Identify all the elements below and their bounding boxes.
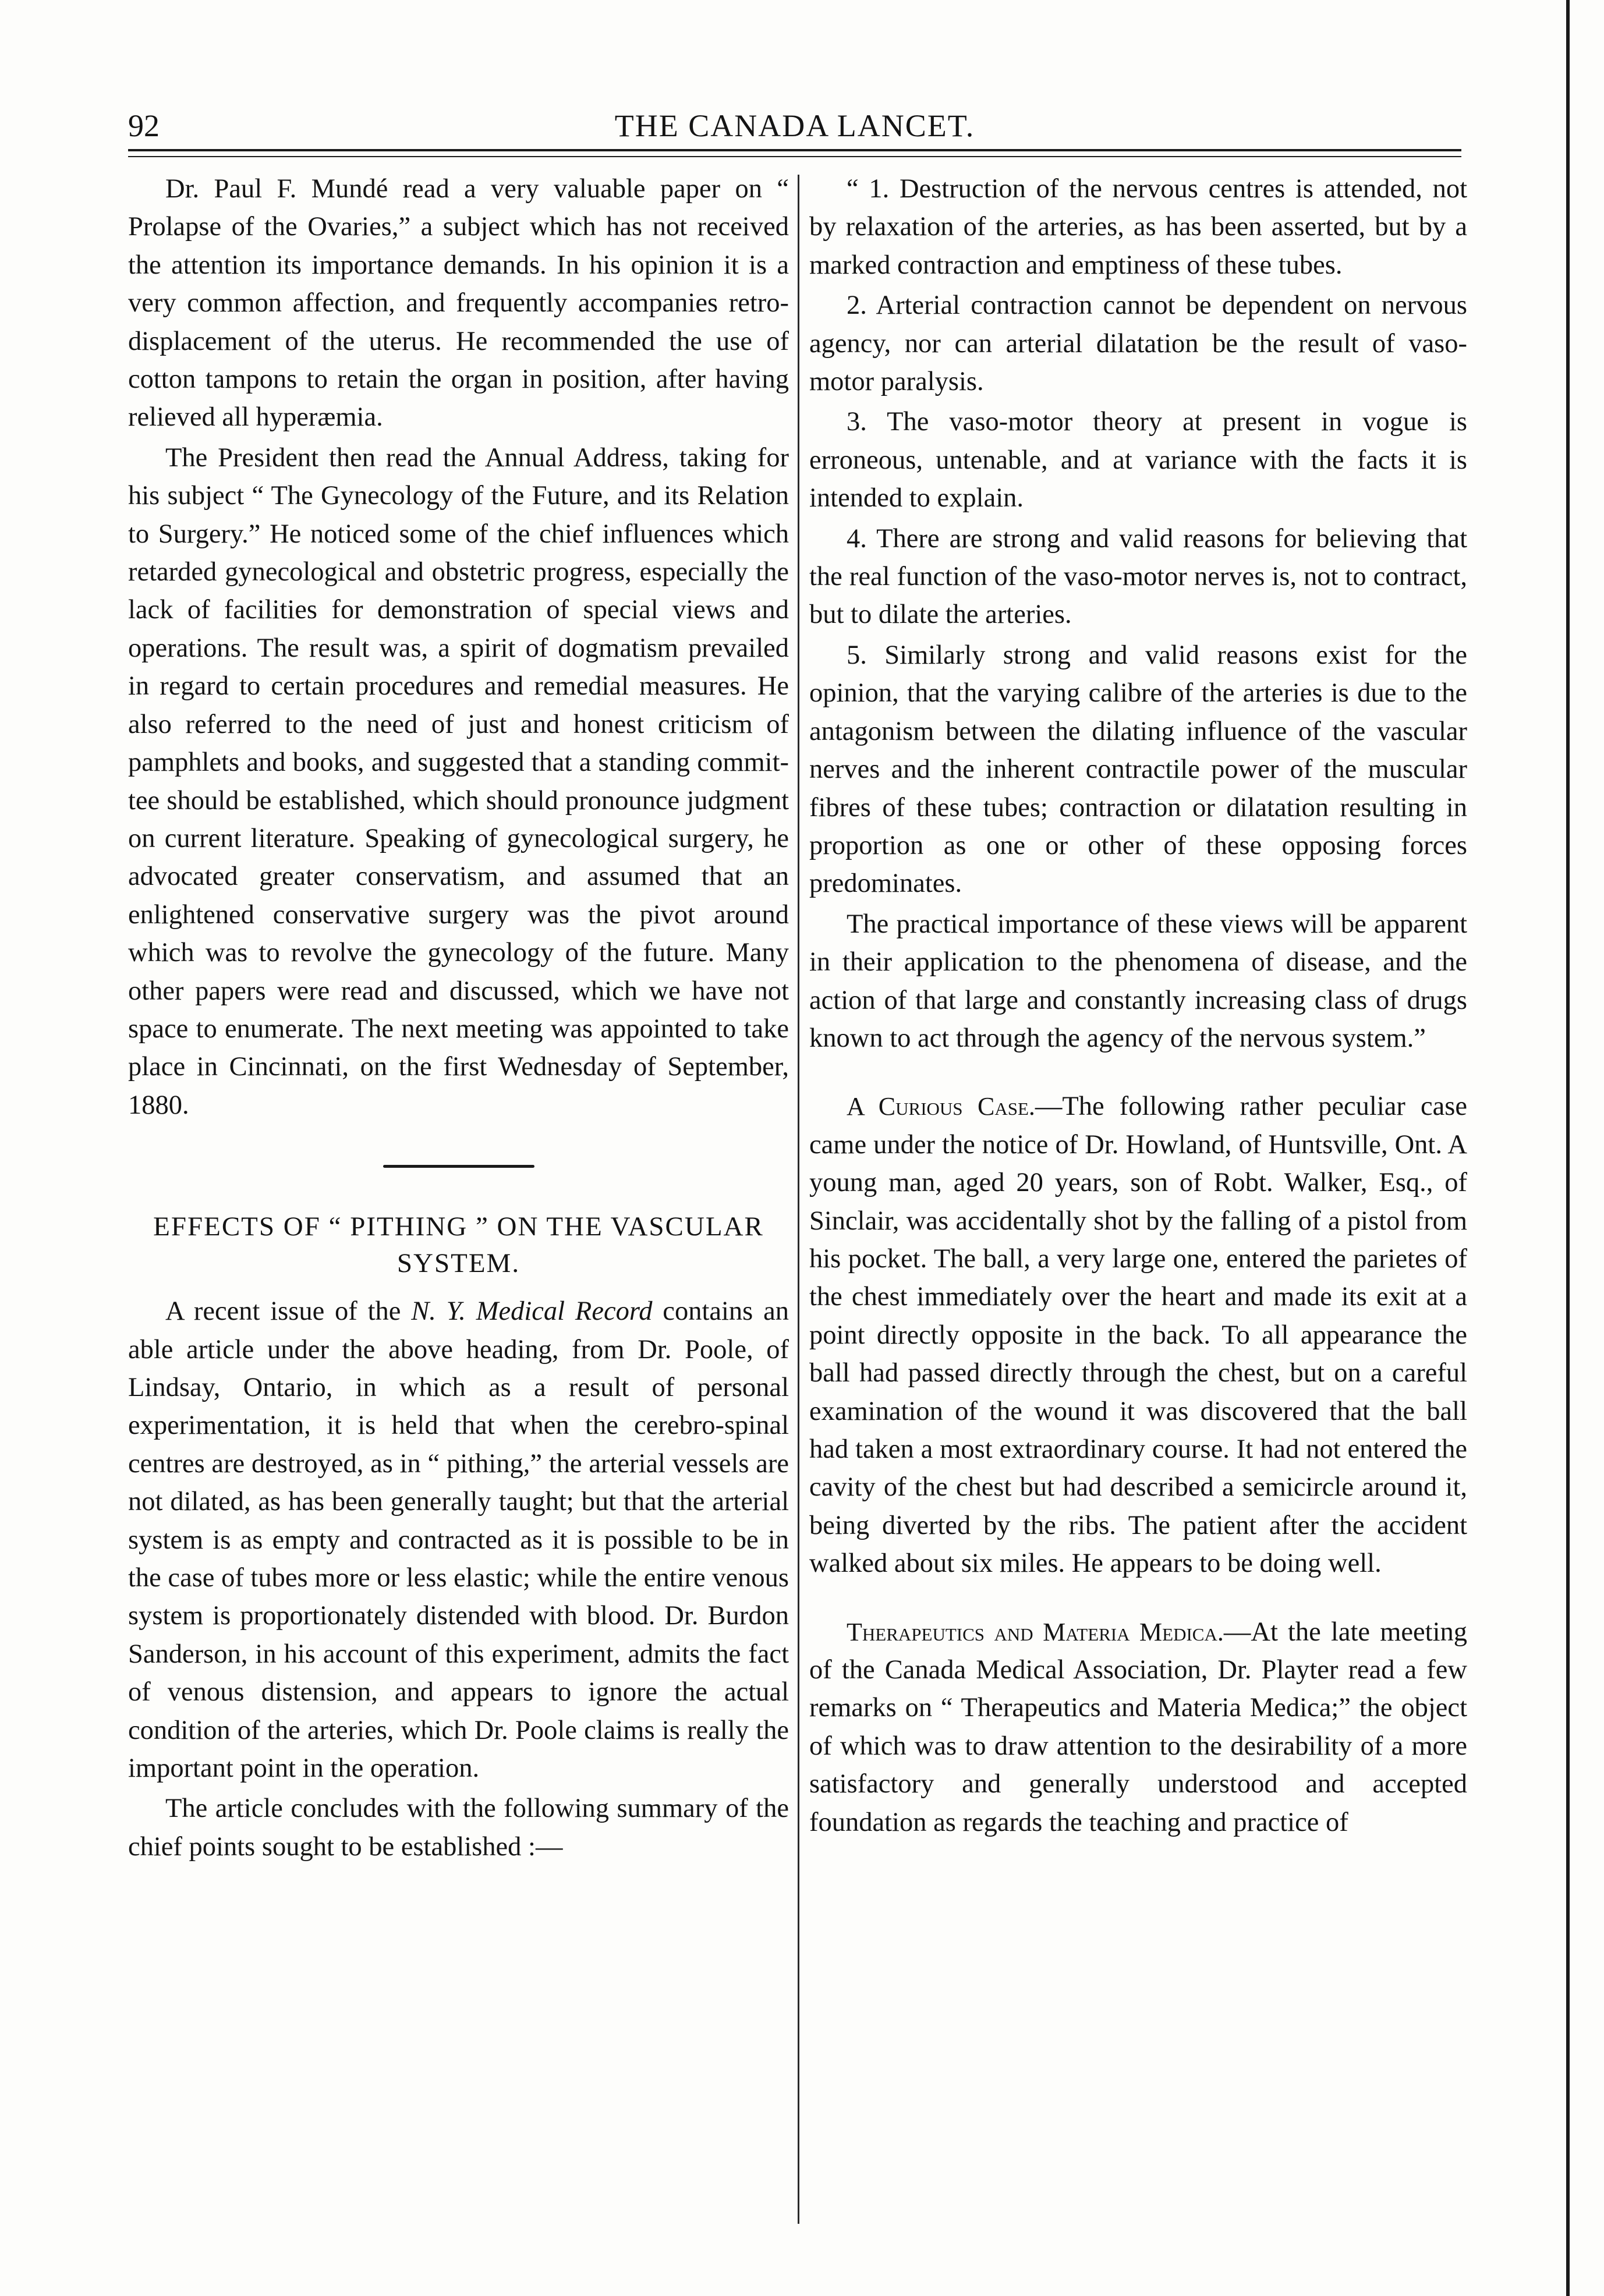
paragraph-medical-record bbox=[128, 1292, 789, 1787]
section-heading-pithing: EFFECTS OF “ PITHING ” ON THE VASCULAR SYSTEM. bbox=[153, 1211, 764, 1279]
journal-title: THE CANADA LANCET. bbox=[614, 108, 975, 143]
page-edge-border bbox=[1566, 0, 1570, 2296]
curious-case-heading: A Curious Case. bbox=[847, 1092, 1035, 1121]
summary-item-4: 4. There are strong and valid reasons for believing that the real function of the vaso-motor nerves is, not to contract, but to dilate the arteries. bbox=[809, 523, 1467, 630]
header-rule-thick bbox=[128, 149, 1461, 151]
right-column bbox=[809, 170, 1467, 1841]
paragraph-annual-address: The President then read the Annual Address, taking for his subject “ The Gynecology of the Future, and its Relation to Surgery.” He noticed some of the chief influences which retarded gynecological and obstetric progress, especially the lack of facilities for demonstration of special views and operations. The result was, a spirit of dogmatism prevailed in regard to certain procedures and remedial measures. He also referred to the need of just and honest criticism of pamphlets and books, and suggested that a standing committee should be established, which should pronounce judgment on current literature. Speaking of gynecological surgery, he advocated greater conservatism, and assumed that an enlightened conservative surgery was the pivot around which was to revolve the gynecology of the future. Many other papers were read and discussed, which we have not space to enumerate. The next meeting was appointed to take place in Cincinnati, on the first Wednesday of September, 1880. bbox=[128, 442, 789, 1120]
paragraph-practical-importance: The practical importance of these views will be apparent in their application to the phenomena of disease, and the action of that large and constantly increasing class of drugs known to act through the agency of the nervous system.” bbox=[809, 909, 1467, 1053]
paragraph-therapeutics bbox=[809, 1613, 1467, 1841]
left-column bbox=[128, 170, 789, 1866]
paragraph-curious-case bbox=[809, 1087, 1467, 1582]
column-divider bbox=[798, 175, 799, 2224]
journal-name-italic: N. Y. Medical Record bbox=[411, 1296, 653, 1327]
therapeutics-heading: Therapeutics and Materia Medica. bbox=[847, 1617, 1224, 1646]
summary-item-2: 2. Arterial contraction cannot be dependent on nervous agency, nor can arterial dilatation be the result of vaso-motor paralysis. bbox=[809, 290, 1467, 397]
medical-record-intro: A recent issue of the bbox=[165, 1296, 412, 1327]
medical-record-body: contains an able article under the above heading, from Dr. Poole, of Lindsay, Ontario, in which as a result of personal experimentation, it is held that when the cerebro-spinal centres are destroyed, as in “ pithing,” the arterial vessels are not dilated, as has been generally taught; but that the arterial system is as empty and contracted as it is possible to be in the case of tubes more or less elastic; while the entire venous system is proportionately distended with blood. Dr. Burdon Sanderson, in his account of this experiment, admits the fact of venous distension, and appears to ignore the actual condition of the arteries, which Dr. Poole claims is really the important point in the operation. bbox=[128, 1296, 789, 1784]
paragraph-summary-intro: The article concludes with the following summary of the chief points sought to be established :— bbox=[128, 1794, 789, 1862]
section-divider bbox=[383, 1165, 534, 1168]
curious-case-body: —The following rather peculiar case came under the notice of Dr. Howland, of Huntsville, Ont. A young man, aged 20 years, son of Robt. Walker, Esq., of Sinclair, was accidentally shot by the falling of a pistol from his pocket. The ball, a very large one, entered the parietes of the chest immediately over the heart and made its exit at a point directly opposite in the back. To all appearance the ball had passed directly through the chest, but on a careful examination of the wound it was discovered that the ball had taken a most extraordinary course. It had not entered the cavity of the chest but had described a semicircle around it, being diverted by the ribs. The patient after the accident walked about six miles. He appears to be doing well. bbox=[809, 1092, 1467, 1579]
running-header bbox=[128, 108, 1461, 148]
page-number: 92 bbox=[128, 108, 160, 143]
therapeutics-body: —At the late meeting of the Canada Medical Association, Dr. Playter read a few remarks on “ Therapeutics and Materia Medica;” the object of which was to draw attention to the desirability of a more satisfactory and generally understood and accepted foundation as regards the teaching and practice of bbox=[809, 1617, 1467, 1837]
summary-item-3: 3. The vaso-motor theory at present in vogue is erroneous, untenable, and at variance with the facts it is intended to explain. bbox=[809, 407, 1467, 513]
header-rule-thin bbox=[128, 156, 1461, 157]
summary-item-1: “ 1. Destruction of the nervous centres is attended, not by relaxation of the arteries, as has been asserted, but by a marked contraction and emptiness of these tubes. bbox=[809, 174, 1467, 280]
paragraph-munde-prolapse: Dr. Paul F. Mundé read a very valuable paper on “ Prolapse of the Ovaries,” a subject which has not received the attention its importance demands. In his opinion it is a very common affection, and frequently accompanies retro-displacement of the uterus. He recommended the use of cotton tampons to retain the organ in position, after having relieved all hyperæmia. bbox=[128, 174, 789, 433]
summary-item-5: 5. Similarly strong and valid reasons exist for the opinion, that the varying calibre of the arteries is due to the antagonism between the dilating influence of the vascular nerves and the inherent contractile power of the muscular fibres of these tubes; contraction or dilatation resulting in proportion as one or other of these opposing forces predominates. bbox=[809, 640, 1467, 899]
